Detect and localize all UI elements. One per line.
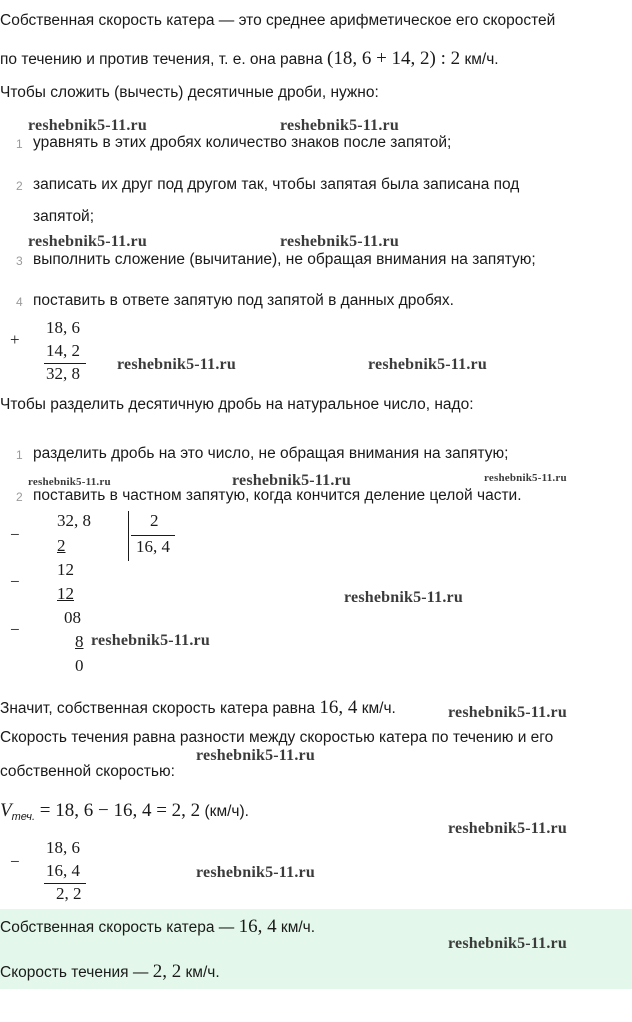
subtrahend-3: 8 — [75, 632, 84, 651]
watermark: reshebnik5-11.ru — [28, 476, 111, 488]
watermark: reshebnik5-11.ru — [344, 589, 463, 606]
addend-b: 14, 2 — [46, 341, 80, 360]
intro-line-2-unit: км/ч. — [464, 51, 499, 68]
watermark: reshebnik5-11.ru — [232, 472, 351, 489]
watermark: reshebnik5-11.ru — [448, 820, 567, 837]
current-line-1: Скорость течения равна разности между скоростью катера по течению и его — [0, 729, 554, 746]
answer-line-1 — [0, 916, 315, 938]
current-formula — [0, 800, 249, 823]
minus-sign: − — [10, 620, 20, 639]
add-step-text: уравнять в этих дробях количество знаков после запятой; — [33, 134, 452, 151]
formula-v: V — [0, 800, 12, 821]
intro-line-2-math: (18, 6 + 14, 2) : 2 — [327, 48, 461, 69]
own-speed-value: 16, 4 — [319, 697, 358, 718]
own-speed-line — [0, 697, 396, 719]
answer-2-value: 2, 2 — [152, 961, 182, 982]
minus-sign: − — [10, 852, 20, 871]
minuend: 18, 6 — [46, 838, 80, 857]
div-rule-heading: Чтобы разделить десятичную дробь на натуральное число, надо: — [0, 396, 474, 413]
plus-sign: + — [10, 330, 20, 349]
own-speed-unit: км/ч. — [361, 700, 396, 717]
step-number: 1 — [16, 137, 23, 151]
watermark: reshebnik5-11.ru — [448, 704, 567, 721]
add-step-text: запятой; — [33, 208, 95, 225]
step-number: 2 — [16, 490, 23, 504]
formula-subscript: теч. — [11, 811, 36, 824]
step-number: 3 — [16, 254, 23, 268]
intro-line-1: Собственная скорость катера — это среднее арифметическое его скоростей — [0, 12, 556, 29]
intro-line-2-text: по течению и против течения, т. е. она равна — [0, 51, 323, 68]
watermark: reshebnik5-11.ru — [28, 117, 147, 134]
add-rule-heading: Чтобы сложить (вычесть) десятичные дроби, нужно: — [0, 84, 379, 101]
watermark: reshebnik5-11.ru — [484, 472, 567, 484]
step-number: 4 — [16, 295, 23, 309]
subtrahend: 16, 4 — [46, 861, 80, 880]
subtrahend-1: 2 — [57, 536, 66, 555]
answer-line-2 — [0, 961, 220, 983]
add-step-text: поставить в ответе запятую под запятой в данных дробях. — [33, 292, 454, 309]
watermark: reshebnik5-11.ru — [280, 117, 399, 134]
remainder-3: 0 — [75, 656, 84, 675]
divisor-line — [131, 535, 175, 536]
watermark: reshebnik5-11.ru — [368, 356, 487, 373]
division-bar — [128, 511, 129, 561]
step-number: 2 — [16, 179, 23, 193]
divisor: 2 — [150, 511, 159, 530]
div-step-text: разделить дробь на это число, не обращая внимания на запятую; — [33, 445, 509, 462]
subtrahend-2: 12 — [57, 584, 74, 603]
watermark: reshebnik5-11.ru — [91, 632, 210, 649]
formula-unit: (км/ч). — [204, 803, 249, 820]
addend-a: 18, 6 — [46, 318, 80, 337]
answer-1-text: Собственная скорость катера — — [0, 919, 235, 936]
remainder-1: 12 — [57, 560, 74, 579]
intro-line-2 — [0, 48, 499, 70]
watermark: reshebnik5-11.ru — [28, 233, 147, 250]
add-step-text: записать их друг под другом так, чтобы запятая была записана под — [33, 176, 520, 193]
sum-result: 32, 8 — [46, 364, 80, 383]
current-line-2: собственной скоростью: — [0, 763, 175, 780]
answer-1-value: 16, 4 — [238, 916, 277, 937]
watermark: reshebnik5-11.ru — [196, 747, 315, 764]
formula-expression: = 18, 6 − 16, 4 = 2, 2 — [35, 800, 201, 821]
watermark: reshebnik5-11.ru — [448, 935, 567, 952]
minus-sign: − — [10, 572, 20, 591]
watermark: reshebnik5-11.ru — [280, 233, 399, 250]
difference-result: 2, 2 — [56, 884, 82, 903]
answer-2-text: Скорость течения — — [0, 964, 149, 981]
answer-1-unit: км/ч. — [280, 919, 316, 936]
step-number: 1 — [16, 448, 23, 462]
own-speed-text: Значит, собственная скорость катера равна — [0, 700, 316, 717]
minus-sign: − — [10, 525, 20, 544]
watermark: reshebnik5-11.ru — [117, 356, 236, 373]
watermark: reshebnik5-11.ru — [196, 864, 315, 881]
quotient: 16, 4 — [136, 537, 170, 556]
remainder-2: 08 — [64, 608, 81, 627]
dividend: 32, 8 — [57, 511, 91, 530]
answer-2-unit: км/ч. — [185, 964, 220, 981]
add-step-text: выполнить сложение (вычитание), не обращая внимания на запятую; — [33, 251, 536, 268]
div-step-text: поставить в частном запятую, когда кончится деление целой части. — [33, 487, 522, 504]
